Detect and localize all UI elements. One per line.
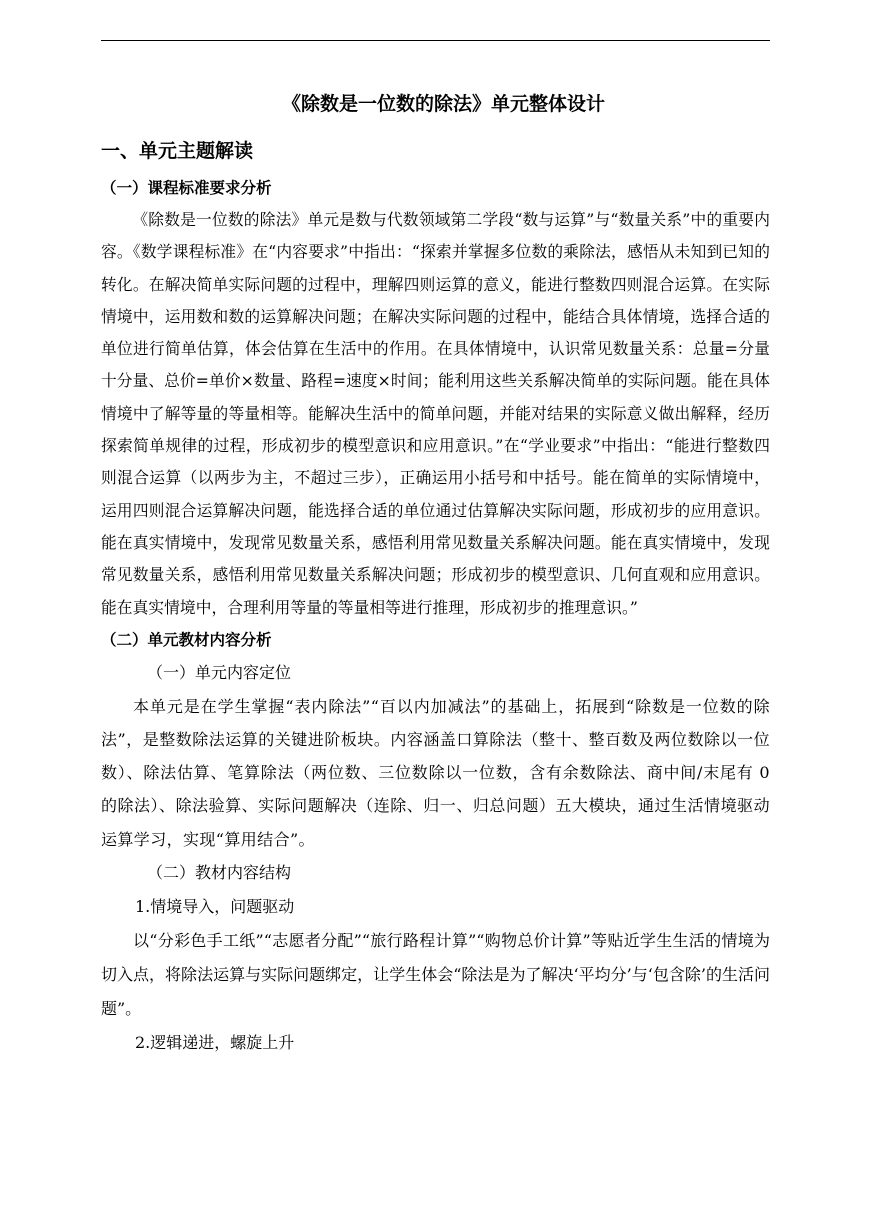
document-title: 《除数是一位数的除法》单元整体设计 [281, 93, 605, 115]
subsection-heading-curriculum-standard: （一）课程标准要求分析 [101, 179, 272, 197]
paragraph-situation-introduction: 以“分彩色手工纸”“志愿者分配”“旅行路程计算”“购物总价计算”等贴近学生生活的情境为切入点，将除法运算与实际问题绑定，让学生体会“除法是为了解决‘平均分’与‘包含除’的生活问题”。 [101, 930, 770, 1018]
paragraph-curriculum-standard: 《除数是一位数的除法》单元是数与代数领域第二学段“数与运算”与“数量关系”中的重要内容。《数学课程标准》在“内容要求”中指出：“探索并掌握多位数的乘除法，感悟从未知到已知的转化。在解决简单实际问题的过程中，理解四则运算的意义，能进行整数四则混合运算。在实际情境中，运用数和数的运算解决问题；在解决实际问题的过程中，能结合具体情境，选择合适的单位进行简单估算，体会估算在生活中的作用。在具体情境中，认识常见数量关系：总量=分量十分量、总价=单价×数量、路程=速度×时间；能利用这些关系解决简单的实际问题。能在具体情境中了解等量的等量相等。能解决生活中的简单问题，并能对结果的实际意义做出解释，经历探索简单规律的过程，形成初步的模型意识和应用意识。”在“学业要求”中指出：“能进行整数四则混合运算（以两步为主，不超过三步），正确运用小括号和中括号。能在简单的实际情境中，运用四则混合运算解决问题，能选择合适的单位通过估算解决实际问题，形成初步的应用意识。能在真实情境中，发现常见数量关系，感悟利用常见数量关系解决问题。能在真实情境中，发现常见数量关系，感悟利用常见数量关系解决问题；形成初步的模型意识、几何直观和应用意识。能在真实情境中，合理利用等量的等量相等进行推理，形成初步的推理意识。” [101, 210, 770, 617]
section-heading-unit-theme: 一、单元主题解读 [101, 140, 254, 162]
subsection-heading-textbook-analysis: （二）单元教材内容分析 [101, 630, 272, 649]
document-body [101, 84, 770, 1060]
header-rule [101, 40, 770, 41]
part-heading-unit-positioning: （一）单元内容定位 [147, 662, 292, 682]
item-heading-logical-progression: 2.逻辑递进，螺旋上升 [135, 1032, 295, 1052]
part-heading-content-structure: （二）教材内容结构 [147, 862, 292, 882]
item-heading-situation-introduction: 1.情境导入，问题驱动 [135, 896, 295, 916]
paragraph-unit-positioning: 本单元是在学生掌握“表内除法”“百以内加减法”的基础上，拓展到“除数是一位数的除法”，是整数除法运算的关键进阶板块。内容涵盖口算除法（整十、整百数及两位数除以一位数）、除法估算、笔算除法（两位数、三位数除以一位数，含有余数除法、商中间/末尾有 0 的除法）、除法验算、实际问题解决（连除、归一、归总问题）五大模块，通过生活情境驱动运算学习，实现“算用结合”。 [101, 696, 770, 849]
